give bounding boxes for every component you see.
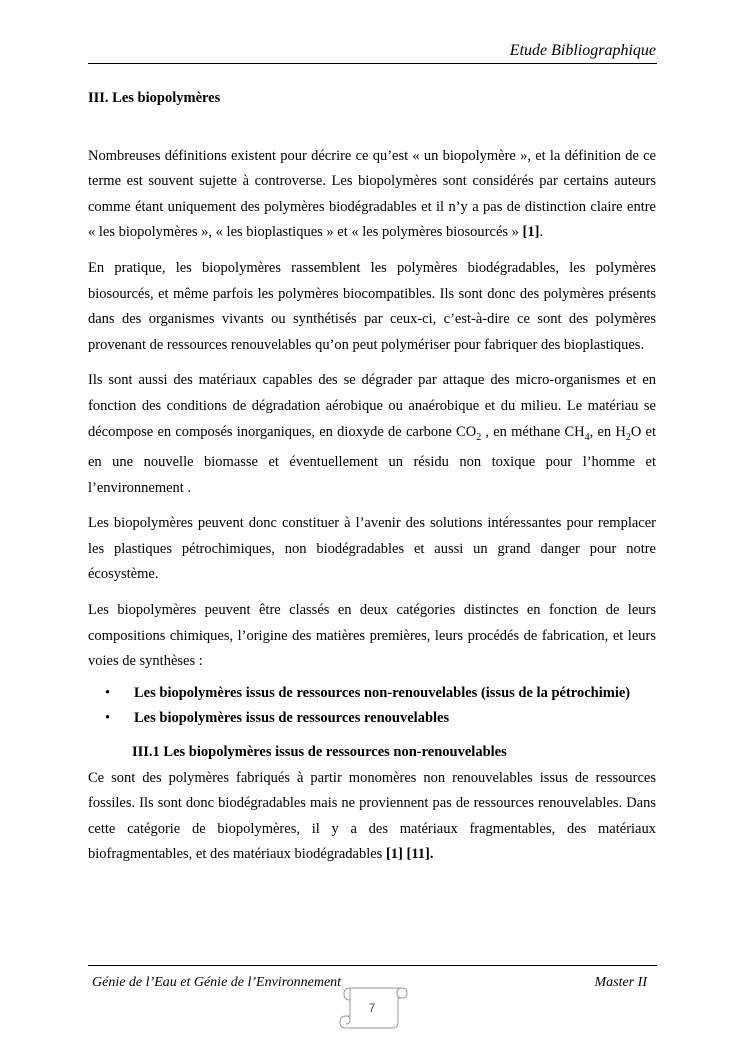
paragraph-end: . [539,224,544,241]
list-item-label: Les biopolymères issus de ressources renouvelables [134,710,450,727]
co2-subscript: 2 [476,431,482,443]
header-divider [88,63,657,64]
paragraph-practice: En pratique, les biopolymères rassemblent les polymères biodégradables, les polymères biosourcés, et même parfois les polymères biocompatibles. Ils sont donc des polymères présents dans des organismes vivants ou synthétisés par ceux-ci, c’est-à-dire ce sont des polymères provenant de ressources renouvelables qu’on peut polymériser pour fabriquer des bioplastiques. [88,259,656,353]
footer-level: Master II [594,975,647,990]
paragraph-text-3: , en H [589,423,626,440]
subsection-title: III.1 Les biopolymères issus de ressources non-renouvelables [132,743,507,760]
paragraph-text-2: , en méthane CH [481,423,585,440]
paragraph-degradation [88,368,656,501]
page-number-scroll [336,980,408,1032]
paragraph-future: Les biopolymères peuvent donc constituer à l’avenir des solutions intéressantes pour remplacer les plastiques pétrochimiques, non biodégradables et aussi un grand danger pour notre écosystème. [88,515,656,583]
footer-divider [88,965,657,966]
paragraph-text-1: Ils sont aussi des matériaux capables des se dégrader par attaque des micro-organismes et en fonction des conditions de dégradation aérobique ou anaérobique et du milieu. Le matériau se décompose en composés inorganiques, en dioxyde de carbone CO [88,372,656,440]
paragraph-classification: Les biopolymères peuvent être classés en deux catégories distinctes en fonction de leurs compositions chimiques, l’origine des matières premières, leurs procédés de fabrication, et leurs voies de synthèses : [88,601,656,670]
paragraph-definitions [88,144,656,246]
footer-program: Génie de l’Eau et Génie de l’Environnement [92,975,342,990]
page-number: 7 [368,1001,376,1015]
category-list [88,681,656,732]
bullet: • [105,684,111,701]
h2o-subscript: 2 [625,431,631,443]
paragraph-text: Nombreuses définitions existent pour décrire ce qu’est « un biopolymère », et la définition de ce terme est souvent sujette à controverse. Les biopolymères sont considérés par certains auteurs comme étant uniquement des polymères biodégradables et il n’y a pas de distinction claire entre « les biopolymères », « les bioplastiques » et « les polymères biosourcés » [88,147,656,241]
paragraph-non-renewable [88,766,656,868]
list-item [88,706,656,732]
paragraph-text-4: O et en une nouvelle biomasse et éventuellement un résidu non toxique pour l’homme et l’environnement . [88,423,656,496]
document-body [88,86,656,878]
ch4-subscript: 4 [584,431,590,443]
paragraph-text: Ce sont des polymères fabriqués à partir monomères non renouvelables issus de ressources fossiles. Ils sont donc biodégradables mais ne proviennent pas de ressources renouvelables. Dans cette catégorie de biopolymères, il y a des matériaux fragmentables, des matériaux biofragmentables, et des matériaux biodégradables [88,769,656,863]
citation-ref: [1] [11]. [385,846,434,863]
page-header-title: Etude Bibliographique [509,42,656,59]
list-item [88,681,656,707]
section-title: III. Les biopolymères [88,90,221,106]
citation-ref: [1] [522,224,540,241]
bullet: • [105,710,111,727]
list-item-label: Les biopolymères issus de ressources non-renouvelables (issus de la pétrochimie) [134,684,631,701]
